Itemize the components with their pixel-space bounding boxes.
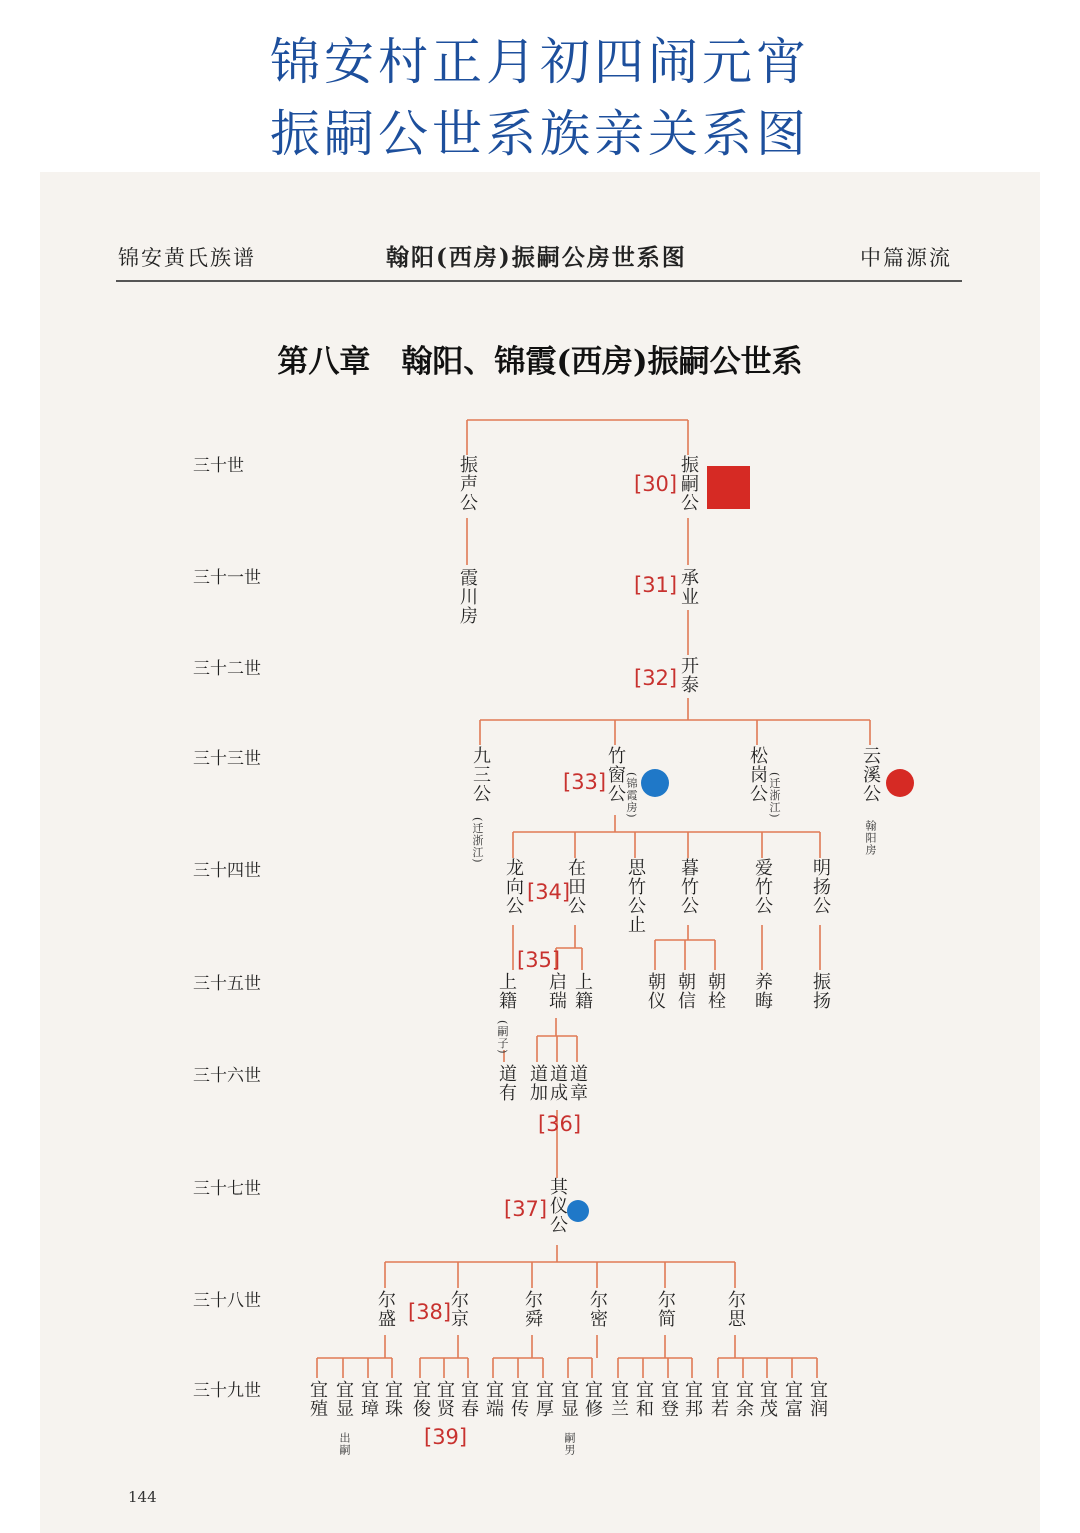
node-shangji: 上籍 xyxy=(572,972,593,1010)
header-center: 翰阳(西房)振嗣公房世系图 xyxy=(386,244,687,271)
node-yi: 宜显 xyxy=(558,1380,579,1418)
node-zhenyang: 振扬 xyxy=(810,972,831,1010)
node-yi: 宜显 xyxy=(333,1380,354,1418)
node-zaitian: 在田公 xyxy=(565,858,586,915)
banner-title-line2: 振嗣公世系族亲关系图 xyxy=(270,105,810,163)
node-kaitai: 开泰 xyxy=(678,656,699,694)
note-shangji: (嗣子) xyxy=(496,1020,509,1055)
note-jiusan: (迁浙江) xyxy=(471,817,484,864)
node-yi: 宜登 xyxy=(658,1380,679,1418)
node-erjing: 尔京 xyxy=(448,1290,469,1328)
marker-31: [31] xyxy=(634,573,678,597)
marker-37: [37] xyxy=(504,1197,548,1221)
marker-32: [32] xyxy=(634,666,678,690)
node-yi: 宜邦 xyxy=(682,1380,703,1418)
node-yi: 宜殖 xyxy=(307,1380,328,1418)
node-chengye: 承业 xyxy=(678,568,699,606)
node-yi: 宜厚 xyxy=(533,1380,554,1418)
note-sinan: 嗣男 xyxy=(563,1432,576,1456)
node-yi: 宜俊 xyxy=(410,1380,431,1418)
node-yi: 宜和 xyxy=(633,1380,654,1418)
generation-label: 三十六世 xyxy=(193,1066,261,1086)
node-chaoyi: 朝仪 xyxy=(645,972,666,1010)
line-qirui-36 xyxy=(537,1018,577,1062)
red-dot-marker xyxy=(886,769,914,797)
line-39c xyxy=(493,1335,543,1378)
node-zhensi: 振嗣公 xyxy=(678,455,699,512)
marker-36: [36] xyxy=(538,1112,582,1136)
line-39a xyxy=(317,1335,392,1378)
node-qirui: 启瑞 xyxy=(546,972,567,1010)
node-daojia: 道加 xyxy=(527,1064,548,1102)
generation-label: 三十九世 xyxy=(193,1381,261,1401)
node-yi: 宜富 xyxy=(782,1380,803,1418)
node-xiachuan: 霞川房 xyxy=(457,568,478,625)
node-ersi: 尔思 xyxy=(725,1290,746,1328)
marker-39: [39] xyxy=(424,1425,468,1449)
note-songgang: (迁浙江) xyxy=(768,772,781,819)
line-39e xyxy=(618,1335,692,1378)
node-yi: 宜润 xyxy=(807,1380,828,1418)
node-jiusan: 九三公 xyxy=(470,746,491,803)
line-33 xyxy=(480,698,870,745)
line-muzhu-35 xyxy=(655,925,715,970)
note-zhuchuang: (锦霞房) xyxy=(625,772,638,819)
node-songgang: 松岗公 xyxy=(747,746,768,803)
node-chaoxin: 朝信 xyxy=(675,972,696,1010)
node-yi: 宜若 xyxy=(708,1380,729,1418)
red-square-marker xyxy=(707,466,750,509)
header-right: 中篇源流 xyxy=(860,246,952,270)
generation-label: 三十一世 xyxy=(193,568,261,588)
node-yi: 宜兰 xyxy=(608,1380,629,1418)
line-34 xyxy=(513,815,820,858)
node-aizhu: 爱竹公 xyxy=(752,858,773,915)
node-yi: 宜珠 xyxy=(382,1380,403,1418)
node-yi: 宜贤 xyxy=(434,1380,455,1418)
node-yi: 宜春 xyxy=(458,1380,479,1418)
node-shangji: 上籍 xyxy=(496,972,517,1010)
node-sizhu: 思竹公止 xyxy=(625,858,646,934)
banner-title-line1: 锦安村正月初四闹元宵 xyxy=(270,33,810,91)
page-number: 144 xyxy=(128,1488,157,1506)
node-daocheng: 道成 xyxy=(547,1064,568,1102)
marker-38: [38] xyxy=(408,1300,452,1324)
node-zhensheng: 振声公 xyxy=(457,455,478,512)
node-yi: 宜修 xyxy=(582,1380,603,1418)
node-yi: 宜茂 xyxy=(757,1380,778,1418)
chapter-title: 第八章 翰阳、锦霞(西房)振嗣公世系 xyxy=(277,344,803,380)
node-yanghui: 养晦 xyxy=(752,972,773,1010)
node-longxiang: 龙向公 xyxy=(503,858,524,915)
marker-33: [33] xyxy=(563,770,607,794)
node-yi: 宜端 xyxy=(483,1380,504,1418)
node-ermi: 尔密 xyxy=(587,1290,608,1328)
marker-34: [34] xyxy=(527,880,571,904)
node-chaoshuan: 朝栓 xyxy=(705,972,726,1010)
node-daoyou: 道有 xyxy=(496,1064,517,1102)
node-ersheng: 尔盛 xyxy=(375,1290,396,1328)
line-39b xyxy=(420,1335,468,1378)
node-zhuchuang: 竹窗公 xyxy=(605,746,626,803)
marker-30: [30] xyxy=(634,472,678,496)
node-yi: 宜余 xyxy=(733,1380,754,1418)
marker-35: [35] xyxy=(517,948,561,972)
generation-label: 三十五世 xyxy=(193,974,261,994)
line-38 xyxy=(385,1245,735,1288)
node-mingyang: 明扬公 xyxy=(810,858,831,915)
node-daozhang: 道章 xyxy=(567,1064,588,1102)
node-yi: 宜传 xyxy=(508,1380,529,1418)
generation-label: 三十七世 xyxy=(193,1179,261,1199)
node-qiyi: 其仪公 xyxy=(547,1177,568,1234)
line-30 xyxy=(467,420,688,455)
node-yunxi: 云溪公 xyxy=(860,746,881,803)
header-left: 锦安黄氏族谱 xyxy=(118,246,256,270)
generation-label: 三十八世 xyxy=(193,1291,261,1311)
generation-label: 三十二世 xyxy=(193,659,261,679)
generation-label: 三十三世 xyxy=(193,749,261,769)
note-chusi: 出嗣 xyxy=(338,1432,351,1456)
blue-dot-marker xyxy=(567,1200,589,1222)
node-ershun: 尔舜 xyxy=(522,1290,543,1328)
node-erjian: 尔简 xyxy=(655,1290,676,1328)
generation-label: 三十四世 xyxy=(193,861,261,881)
line-39d xyxy=(568,1335,597,1378)
blue-dot-marker xyxy=(641,769,669,797)
note-yunxi: 翰阳房 xyxy=(864,820,877,856)
generation-label: 三十世 xyxy=(193,456,244,476)
line-39f xyxy=(718,1335,817,1378)
node-yi: 宜璋 xyxy=(358,1380,379,1418)
node-muzhu: 暮竹公 xyxy=(678,858,699,915)
